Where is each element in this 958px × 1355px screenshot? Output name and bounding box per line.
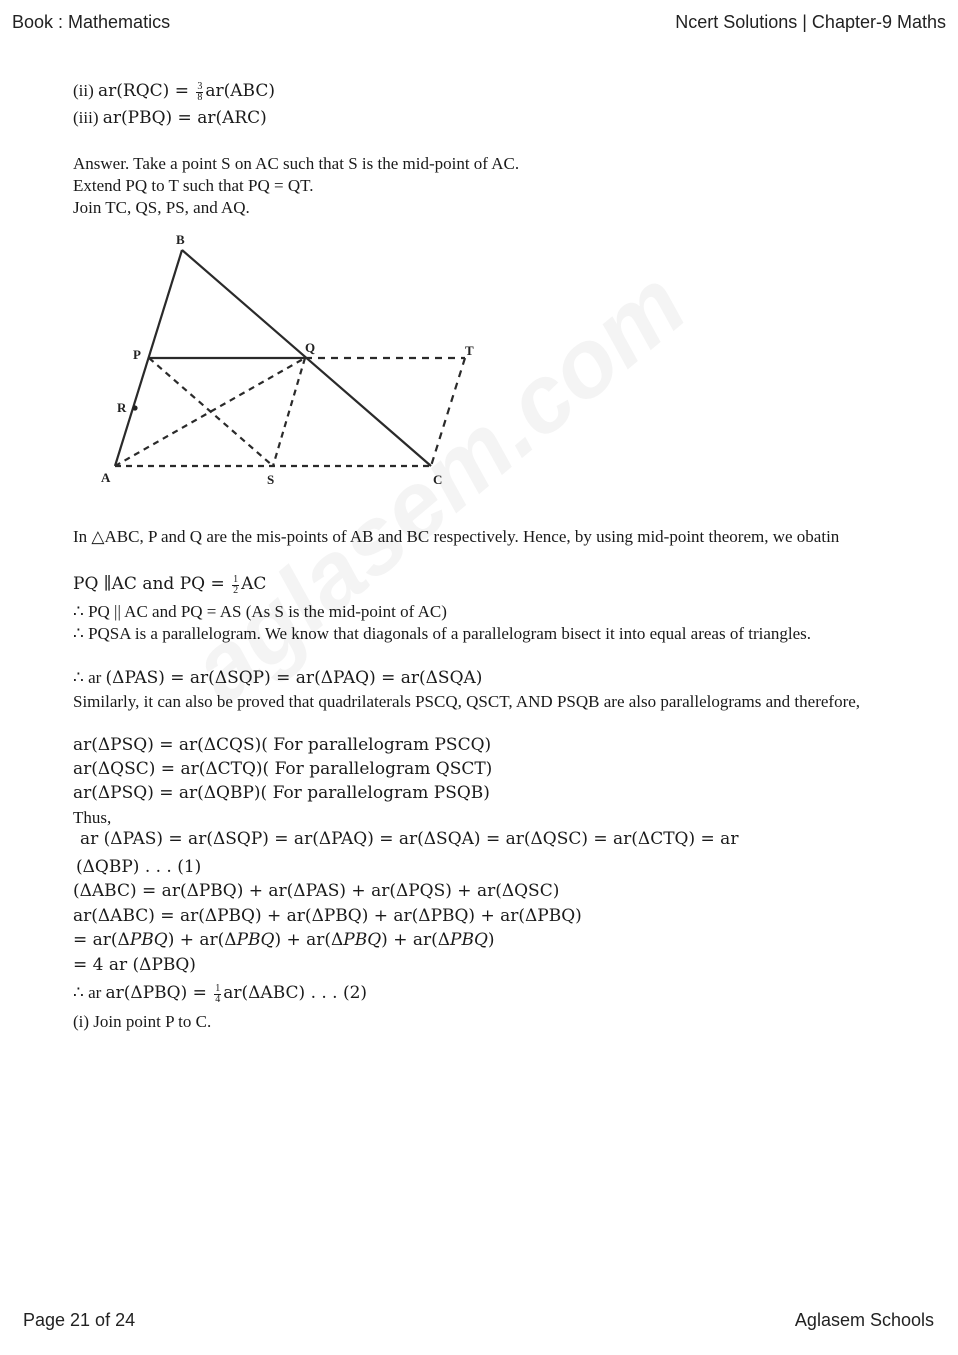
- part-ii-math-rhs: ar(ABC): [205, 81, 275, 101]
- point-r: [132, 405, 137, 410]
- line-qs: [273, 358, 305, 466]
- thus-equation-line-2: (ΔQBP) . . . (1): [76, 857, 202, 877]
- similarly-paragraph: Similarly, it can also be proved that quadrilaterals PSCQ, QSCT, AND PSQB are also parallelograms and therefore,: [73, 692, 861, 711]
- line-tc: [431, 358, 465, 466]
- thus-label: Thus,: [73, 808, 112, 827]
- final-eq-lhs: ar(ΔPBQ) =: [105, 983, 213, 1003]
- join-text: Join TC, QS, PS, and AQ.: [73, 198, 250, 217]
- eq3-italic-pbq: PBQ: [450, 930, 488, 950]
- eq3-part: ) + ar(Δ: [167, 930, 237, 950]
- label-p: P: [133, 347, 141, 362]
- area-equality-1: [73, 667, 482, 689]
- eq3-italic-pbq: PBQ: [236, 930, 275, 950]
- pq-parallel-ac-eq: [73, 573, 266, 596]
- join-pc-text: (i) Join point P to C.: [73, 1012, 212, 1031]
- fraction-one-quarter: [214, 984, 221, 1005]
- fraction-numerator: 1: [233, 573, 239, 585]
- part-iii-label: (iii): [73, 108, 103, 127]
- fraction-denominator: 8: [197, 91, 203, 103]
- thus-equation-line-1: ar (ΔPAS) = ar(ΔSQP) = ar(ΔPAQ) = ar(ΔSQA) = ar(ΔQSC) = ar(ΔCTQ) = ar: [80, 829, 739, 849]
- eq-parallelogram-pscq: ar(ΔPSQ) = ar(ΔCQS)( For parallelogram PSCQ): [73, 735, 492, 755]
- line-part-iii: [73, 107, 267, 129]
- pq-eq-lhs: PQ ∥AC and PQ =: [73, 574, 231, 594]
- label-q: Q: [305, 340, 316, 355]
- eq3-part: ) + ar(Δ: [274, 930, 344, 950]
- eq3-italic-pbq: PBQ: [343, 930, 382, 950]
- in-abc-paragraph: In △ABC, P and Q are the mis-points of AB and BC respectively. Hence, by using mid-point theorem, we obatin: [73, 527, 840, 546]
- abc-equation-4: = 4 ar (ΔPBQ): [73, 955, 196, 975]
- eq3-part: ): [487, 930, 495, 950]
- fraction-three-eighths: [196, 82, 203, 103]
- therefore-ar-prefix: ∴ ar: [73, 983, 106, 1002]
- pq-eq-rhs: AC: [241, 574, 267, 594]
- extend-text: Extend PQ to T such that PQ = QT.: [73, 176, 314, 195]
- page-number: Page 21 of 24: [23, 1310, 136, 1330]
- therefore-line-1: ∴ PQ || AC and PQ = AS (As S is the mid-point of AC): [73, 602, 447, 621]
- part-iii-math: ar(PBQ) = ar(ARC): [102, 108, 267, 128]
- eq3-part: ) + ar(Δ: [381, 930, 451, 950]
- eq-parallelogram-psqb: ar(ΔPSQ) = ar(ΔQBP)( For parallelogram PSQB): [73, 783, 490, 803]
- label-a: A: [101, 470, 111, 485]
- fraction-numerator: 1: [215, 982, 221, 994]
- eq-parallelogram-qsct: ar(ΔQSC) = ar(ΔCTQ)( For parallelogram QSCT): [73, 759, 493, 779]
- therefore-line-2: ∴ PQSA is a parallelogram. We know that diagonals of a parallelogram bisect it into equal areas of triangles.: [73, 624, 812, 643]
- answer-text: Answer. Take a point S on AC such that S is the mid-point of AC.: [73, 154, 520, 173]
- fraction-denominator: 2: [233, 584, 239, 596]
- label-s: S: [267, 472, 275, 487]
- parallelogram-figure: [95, 228, 495, 493]
- header-chapter-title: Ncert Solutions | Chapter-9 Maths: [675, 12, 946, 32]
- eq3-italic-pbq: PBQ: [129, 930, 168, 950]
- header-book-title: Book : Mathematics: [12, 12, 171, 32]
- label-b: B: [176, 232, 185, 247]
- part-ii-math-lhs: ar(RQC) =: [98, 81, 195, 101]
- abc-equation-3: [73, 930, 495, 951]
- footer-brand: Aglasem Schools: [794, 1310, 934, 1330]
- abc-equation-2: ar(ΔABC) = ar(ΔPBQ) + ar(ΔPBQ) + ar(ΔPBQ) + ar(ΔPBQ): [73, 906, 582, 926]
- abc-equation-1: (ΔABC) = ar(ΔPBQ) + ar(ΔPAS) + ar(ΔPQS) + ar(ΔQSC): [73, 881, 560, 901]
- label-r: R: [117, 400, 127, 415]
- therefore-ar-prefix: ∴ ar: [73, 668, 106, 687]
- line-part-ii: [73, 80, 275, 103]
- eq3-part: = ar(Δ: [73, 930, 130, 950]
- fraction-one-half: [232, 575, 239, 596]
- final-eq-rhs: ar(ΔABC) . . . (2): [223, 983, 368, 1003]
- area-equality-1-math: (ΔPAS) = ar(ΔSQP) = ar(ΔPAQ) = ar(ΔSQA): [105, 668, 483, 688]
- label-c: C: [433, 472, 443, 487]
- label-t: T: [465, 343, 474, 358]
- part-ii-label: (ii): [73, 81, 99, 100]
- final-equation: [73, 982, 367, 1005]
- fraction-numerator: 3: [197, 80, 203, 92]
- fraction-denominator: 4: [215, 993, 221, 1005]
